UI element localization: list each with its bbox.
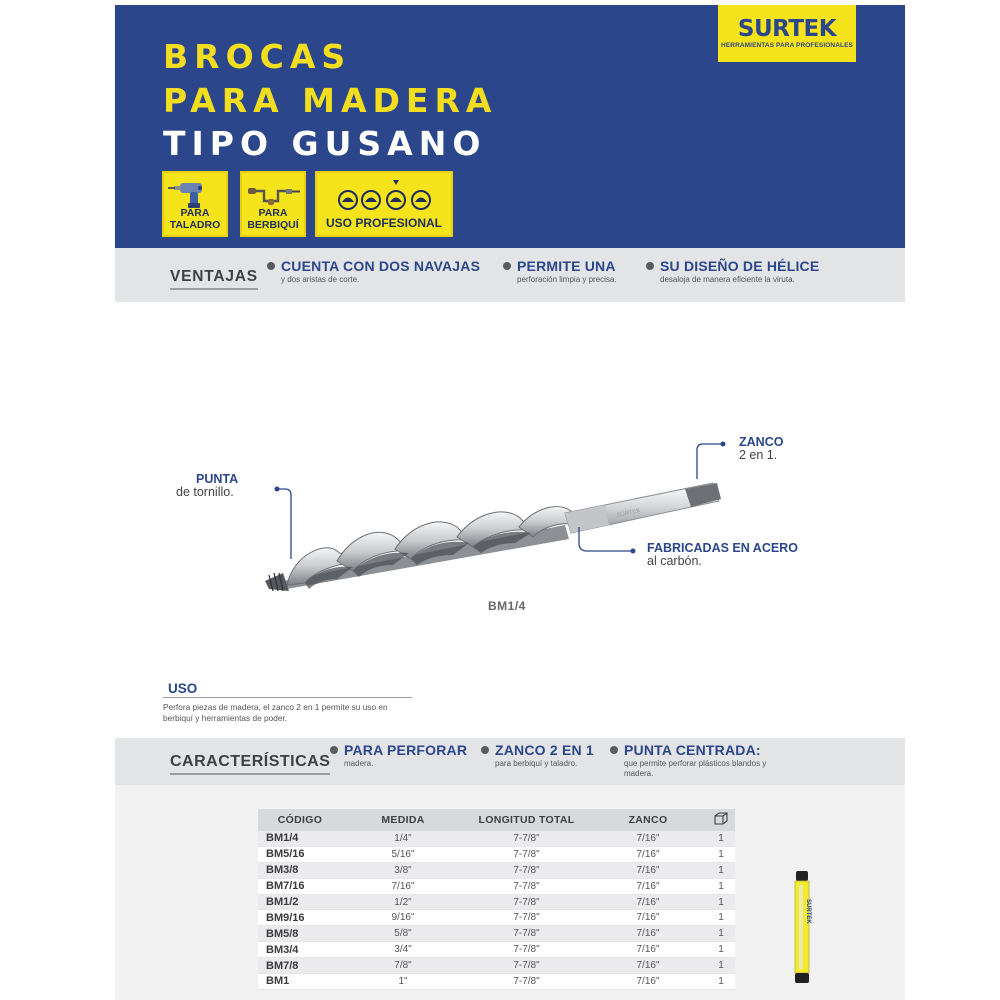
badge-para-taladro	[162, 171, 228, 237]
feature-head: ZANCO 2 EN 1	[495, 742, 594, 758]
cell-codigo: BM9/16	[258, 910, 342, 926]
bullet-icon	[330, 746, 338, 754]
table-row	[258, 942, 735, 958]
cell-codigo: BM1	[258, 974, 342, 990]
table-row	[258, 846, 735, 862]
cell-codigo: BM3/8	[258, 862, 342, 878]
title-line-2: PARA MADERA	[163, 81, 498, 120]
table-row	[258, 831, 735, 846]
box-icon	[707, 809, 735, 831]
feature-sub: para berbiquí y taladro.	[495, 759, 578, 768]
bullet-icon	[610, 746, 618, 754]
cell-zanco: 7/16"	[589, 862, 707, 878]
ventajas-title: VENTAJAS	[170, 268, 258, 290]
badge-para-berbiqui	[240, 171, 306, 237]
cell-cantidad: 1	[707, 942, 735, 958]
cell-codigo: BM1/4	[258, 831, 342, 846]
cell-medida: 3/4"	[342, 942, 464, 958]
cell-zanco: 7/16"	[589, 831, 707, 846]
cell-zanco: 7/16"	[589, 974, 707, 990]
bullet-icon	[481, 746, 489, 754]
hand-brace-icon	[242, 177, 304, 209]
badge-label: PARA TALADRO	[169, 207, 221, 231]
table-row	[258, 958, 735, 974]
cell-medida: 1/4"	[342, 831, 464, 846]
cell-zanco: 7/16"	[589, 878, 707, 894]
cell-zanco: 7/16"	[589, 926, 707, 942]
cell-longitud: 7-7/8"	[464, 942, 589, 958]
cell-longitud: 7-7/8"	[464, 894, 589, 910]
cell-longitud: 7-7/8"	[464, 974, 589, 990]
cell-cantidad: 1	[707, 862, 735, 878]
callout-acero-head: FABRICADAS EN ACERO	[647, 541, 798, 555]
col-header-zanco: ZANCO	[589, 809, 707, 831]
cell-codigo: BM5/16	[258, 846, 342, 862]
table-row	[258, 926, 735, 942]
cell-codigo: BM3/4	[258, 942, 342, 958]
cell-medida: 1/2"	[342, 894, 464, 910]
uso-text: Perfora piezas de madera, el zanco 2 en 1 permite su uso en berbiquí y herramientas de poder.	[163, 702, 388, 723]
cell-medida: 7/8"	[342, 958, 464, 974]
cell-zanco: 7/16"	[589, 846, 707, 862]
cell-longitud: 7-7/8"	[464, 846, 589, 862]
cell-medida: 3/8"	[342, 862, 464, 878]
feature-sub: desaloja de manera eficiente la viruta.	[660, 275, 795, 284]
table-row	[258, 894, 735, 910]
cell-medida: 5/16"	[342, 846, 464, 862]
caracteristicas-title: CARACTERÍSTICAS	[170, 753, 330, 775]
cell-longitud: 7-7/8"	[464, 862, 589, 878]
cell-longitud: 7-7/8"	[464, 926, 589, 942]
feature-head: PERMITE UNA	[517, 258, 616, 274]
cell-medida: 1"	[342, 974, 464, 990]
feature-sub: perforación limpia y precisa.	[517, 275, 617, 284]
col-header-longitud: LONGITUD TOTAL	[464, 809, 589, 831]
feature-sub: que permite perforar plásticos blandos y madera.	[624, 759, 767, 778]
table-header-row	[258, 809, 735, 831]
table-row	[258, 974, 735, 990]
header-banner	[115, 5, 905, 248]
cell-codigo: BM5/8	[258, 926, 342, 942]
bullet-icon	[267, 262, 275, 270]
feature-head: CUENTA CON DOS NAVAJAS	[281, 258, 481, 274]
cell-cantidad: 1	[707, 974, 735, 990]
product-sheet	[115, 5, 905, 1000]
bullet-icon	[646, 262, 654, 270]
cell-cantidad: 1	[707, 831, 735, 846]
cell-medida: 9/16"	[342, 910, 464, 926]
cell-cantidad: 1	[707, 878, 735, 894]
cell-cantidad: 1	[707, 894, 735, 910]
tube-label: SURTEK	[805, 899, 811, 924]
logo-tagline: HERRAMIENTAS PARA PROFESIONALES	[721, 42, 853, 49]
cell-medida: 5/8"	[342, 926, 464, 942]
cell-zanco: 7/16"	[589, 910, 707, 926]
surtek-logo	[718, 5, 856, 62]
cell-longitud: 7-7/8"	[464, 831, 589, 846]
cell-zanco: 7/16"	[589, 942, 707, 958]
badge-label: USO PROFESIONAL	[325, 216, 442, 230]
caracteristicas-section	[115, 738, 905, 785]
package-tube-image	[787, 871, 817, 986]
professional-level-icon	[317, 179, 451, 211]
table-row	[258, 910, 735, 926]
callout-zanco-head: ZANCO	[739, 435, 784, 449]
feature-sub: madera.	[344, 759, 374, 768]
feature-head: PARA PERFORAR	[344, 742, 468, 758]
cell-codigo: BM1/2	[258, 894, 342, 910]
title-line-1: BROCAS	[163, 37, 352, 76]
callout-punta-sub: de tornillo.	[176, 485, 234, 499]
cell-cantidad: 1	[707, 958, 735, 974]
uso-title: USO	[168, 681, 198, 696]
svg-text:SURTEK: SURTEK	[616, 508, 642, 519]
bullet-icon	[503, 262, 511, 270]
badge-uso-profesional	[315, 171, 453, 237]
table-row	[258, 862, 735, 878]
cell-codigo: BM7/16	[258, 878, 342, 894]
callout-acero-sub: al carbón.	[647, 554, 702, 568]
cell-cantidad: 1	[707, 846, 735, 862]
cell-cantidad: 1	[707, 910, 735, 926]
feature-sub: y dos aristas de corte.	[281, 275, 360, 284]
cell-codigo: BM7/8	[258, 958, 342, 974]
cell-longitud: 7-7/8"	[464, 958, 589, 974]
table-row	[258, 878, 735, 894]
ventajas-section	[115, 248, 905, 302]
power-drill-icon	[164, 177, 226, 209]
callout-zanco-sub: 2 en 1.	[739, 448, 778, 462]
cell-longitud: 7-7/8"	[464, 878, 589, 894]
callout-punta-head: PUNTA	[196, 472, 239, 486]
cell-zanco: 7/16"	[589, 894, 707, 910]
cell-zanco: 7/16"	[589, 958, 707, 974]
feature-head: PUNTA CENTRADA:	[624, 742, 761, 758]
feature-head: SU DISEÑO DE HÉLICE	[660, 258, 820, 274]
col-header-codigo: CÓDIGO	[258, 809, 342, 831]
title-line-3: TIPO GUSANO	[163, 124, 487, 163]
cell-medida: 7/16"	[342, 878, 464, 894]
col-header-medida: MEDIDA	[342, 809, 464, 831]
cell-longitud: 7-7/8"	[464, 910, 589, 926]
logo-brand: SURTEK	[737, 16, 837, 42]
cell-cantidad: 1	[707, 926, 735, 942]
badge-label: PARA BERBIQUÍ	[247, 207, 299, 231]
spec-table	[258, 809, 735, 990]
uso-divider	[163, 697, 412, 698]
model-code: BM1/4	[488, 599, 526, 613]
